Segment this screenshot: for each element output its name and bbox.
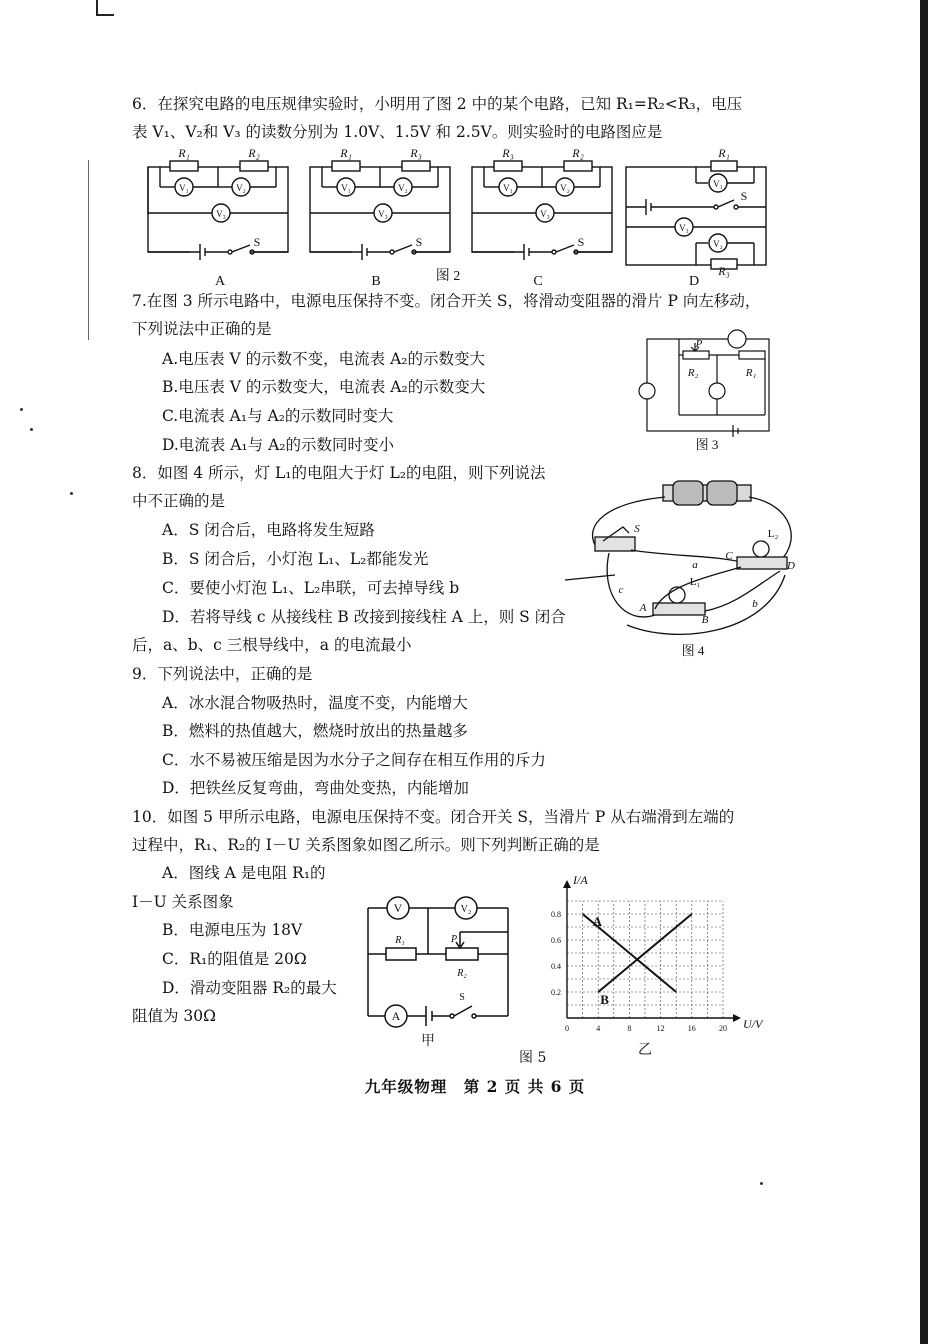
margin-rule [88, 160, 89, 340]
svg-text:R₂: R₂ [572, 146, 584, 160]
svg-text:A: A [214, 274, 226, 289]
figure-2-circuits [140, 145, 780, 290]
scan-speck [20, 408, 23, 411]
svg-text:V₃: V₃ [378, 209, 388, 219]
scan-speck [70, 492, 73, 495]
x-tick-label: 0 [565, 1024, 569, 1033]
figure-5-jia-label: 甲 [421, 1034, 435, 1049]
svg-text:c: c [618, 584, 624, 596]
svg-text:D: D [787, 560, 795, 572]
x-tick-label: 20 [719, 1024, 727, 1033]
x-tick-label: 12 [656, 1024, 665, 1033]
svg-text:V₂: V₂ [713, 239, 723, 249]
q7-option-b: B.电压表 V 的示数变大，电流表 A₂的示数变大 [162, 378, 486, 396]
scan-edge-shadow [920, 0, 928, 1344]
q9-option-d: D．把铁丝反复弯曲，弯曲处变热，内能增加 [162, 779, 469, 797]
svg-text:R₂: R₂ [248, 146, 260, 160]
q9-stem: 9．下列说法中，正确的是 [132, 665, 313, 683]
q9-option-c: C．水不易被压缩是因为水分子之间存在相互作用的斥力 [162, 751, 546, 769]
figure-5-jia-circuit [360, 892, 520, 1050]
svg-text:V₁: V₁ [713, 179, 723, 189]
figure-2-caption: 图 2 [435, 269, 461, 284]
figure-5-caption: 图 5 [519, 1050, 547, 1066]
svg-text:R₂: R₂ [687, 367, 699, 379]
q10-option-a-cont: I－U 关系图象 [132, 893, 234, 911]
q7-stem-line-2: 下列说法中正确的是 [132, 320, 272, 338]
svg-text:a: a [692, 559, 698, 571]
y-axis-arrow [563, 880, 571, 888]
svg-text:S: S [740, 189, 748, 203]
x-axis-arrow [733, 1014, 741, 1022]
svg-text:A: A [391, 1009, 401, 1023]
figure-4-physical-circuit [565, 475, 810, 660]
scan-speck [30, 428, 33, 431]
svg-text:P: P [450, 934, 458, 945]
y-tick-label: 0.2 [551, 988, 561, 997]
figure-5-yi-label: 乙 [638, 1043, 652, 1058]
svg-text:R₂: R₂ [457, 968, 467, 979]
q8-stem-line-2: 中不正确的是 [132, 492, 226, 510]
svg-text:V₁: V₁ [179, 183, 189, 193]
q6-stem-line-2: 表 V₁、V₂和 V₃ 的读数分别为 1.0V、1.5V 和 2.5V。则实验时的电路图应是 [132, 123, 663, 141]
q10-option-d-cont: 阻值为 30Ω [132, 1007, 217, 1025]
x-tick-label: 8 [627, 1024, 632, 1033]
svg-text:b: b [752, 598, 758, 610]
svg-text:R₃: R₃ [502, 146, 514, 160]
svg-text:B: B [701, 614, 709, 626]
q8-option-a: A．S 闭合后，电路将发生短路 [162, 521, 375, 539]
figure-3-circuit [635, 325, 775, 455]
svg-text:D: D [688, 274, 700, 289]
svg-text:S: S [415, 235, 423, 249]
svg-text:R₁: R₁ [178, 146, 190, 160]
q7-option-d: D.电流表 A₁与 A₂的示数同时变小 [162, 436, 394, 454]
svg-text:V₂: V₂ [236, 183, 246, 193]
svg-text:L₂: L₂ [767, 528, 779, 540]
scan-speck [760, 1182, 763, 1185]
q10-stem-line-2: 过程中，R₁、R₂的 I－U 关系图象如图乙所示。则下列判断正确的是 [132, 836, 600, 854]
q8-stem-line-1: 8．如图 4 所示，灯 L₁的电阻大于灯 L₂的电阻，则下列说法 [132, 464, 546, 482]
q6-stem-line-1: 6．在探究电路的电压规律实验时，小明用了图 2 中的某个电路，已知 R₁=R₂<R₃，电压 [132, 95, 743, 113]
svg-text:V₂: V₂ [560, 183, 570, 193]
svg-text:C: C [533, 274, 543, 289]
svg-text:V₁: V₁ [341, 183, 351, 193]
figure-3-caption: 图 3 [695, 437, 719, 452]
q10-option-b: B．电源电压为 18V [162, 921, 303, 939]
svg-text:R₁: R₁ [745, 367, 757, 379]
svg-text:B: B [371, 274, 381, 289]
q7-stem-line-1: 7.在图 3 所示电路中，电源电压保持不变。闭合开关 S，将滑动变阻器的滑片 P 向左移动， [132, 292, 761, 310]
svg-text:C: C [725, 550, 733, 562]
q8-option-b: B．S 闭合后，小灯泡 L₁、L₂都能发光 [162, 550, 429, 568]
svg-text:R₁: R₁ [340, 146, 352, 160]
q9-option-b: B．燃料的热值越大，燃烧时放出的热量越多 [162, 722, 468, 740]
svg-text:V₁: V₁ [503, 183, 513, 193]
x-axis-label: U/V [743, 1017, 763, 1031]
y-tick-label: 0.8 [551, 910, 561, 919]
q9-option-a: A．冰水混合物吸热时，温度不变，内能增大 [162, 694, 468, 712]
svg-text:V₂: V₂ [460, 904, 472, 915]
svg-text:R₃: R₃ [410, 146, 422, 160]
q8-option-c: C．要使小灯泡 L₁、L₂串联，可去掉导线 b [162, 579, 460, 597]
svg-text:A: A [639, 602, 647, 614]
q8-option-d: D．若将导线 c 从接线柱 B 改接到接线柱 A 上，则 S 闭合 [162, 608, 566, 626]
series-label-b: B [600, 992, 609, 1007]
x-tick-label: 16 [687, 1024, 696, 1033]
q7-option-c: C.电流表 A₁与 A₂的示数同时变大 [162, 407, 394, 425]
series-label-a: A [592, 914, 602, 929]
svg-text:V₃: V₃ [216, 209, 226, 219]
q7-option-a: A.电压表 V 的示数不变，电流表 A₂的示数变大 [162, 350, 486, 368]
svg-text:V₃: V₃ [679, 223, 689, 233]
q10-option-d: D．滑动变阻器 R₂的最大 [162, 979, 337, 997]
svg-text:V₃: V₃ [540, 209, 550, 219]
svg-text:R₁: R₁ [395, 935, 405, 946]
y-tick-label: 0.4 [551, 962, 561, 971]
q10-stem-line-1: 10．如图 5 甲所示电路，电源电压保持不变。闭合开关 S，当滑片 P 从右端滑到左端的 [132, 808, 735, 826]
svg-text:R₁: R₁ [718, 146, 730, 160]
scan-border-corner [96, 0, 114, 16]
y-tick-label: 0.6 [551, 936, 561, 945]
figure-5-iu-chart [545, 868, 763, 1060]
figure-4-caption: 图 4 [681, 643, 705, 658]
svg-text:V₂: V₂ [398, 183, 408, 193]
svg-text:V: V [393, 901, 403, 915]
svg-text:S: S [459, 992, 465, 1003]
page-footer: 九年级物理 第 2 页 共 6 页 [364, 1077, 586, 1096]
q8-option-d-cont: 后，a、b、c 三根导线中，a 的电流最小 [132, 636, 412, 654]
svg-text:L₁: L₁ [689, 576, 701, 588]
circuit-d [626, 161, 766, 269]
q10-option-a: A．图线 A 是电阻 R₁的 [162, 864, 326, 882]
y-axis-label: I/A [573, 873, 588, 887]
svg-text:S: S [577, 235, 585, 249]
q10-option-c: C．R₁的阻值是 20Ω [162, 950, 307, 968]
svg-text:S: S [634, 523, 640, 535]
x-tick-label: 4 [596, 1024, 601, 1033]
svg-text:S: S [253, 235, 261, 249]
svg-text:P: P [695, 338, 703, 350]
svg-text:R₃: R₃ [718, 264, 730, 278]
